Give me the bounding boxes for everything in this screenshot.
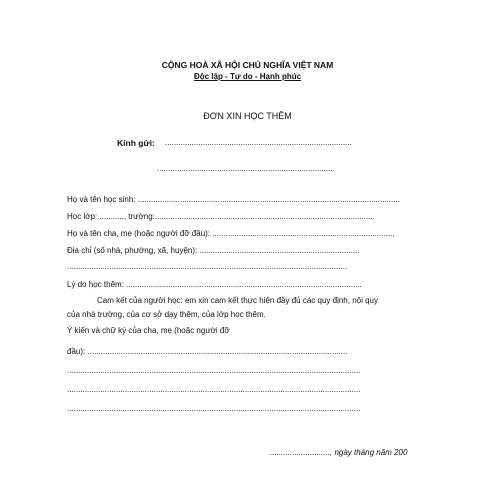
blank-line-1: ....................................................................................................................................: [67, 366, 361, 375]
kinh-gui-line-2: ...............................................................................: [157, 164, 333, 173]
blank-line-2: ....................................................................................................................................: [67, 385, 361, 394]
document-title: ĐƠN XIN HỌC THÊM: [203, 111, 292, 121]
commitment-line-2: của nhà trường, của cơ sở dạy thêm, của lớp học thêm.: [67, 310, 266, 319]
motto: Độc lập - Tự do - Hạnh phúc: [193, 72, 302, 81]
kinh-gui-line-1: ....................................................................................: [165, 138, 352, 147]
parent-opinion-line-1: Ý kiến và chữ ký của cha, mẹ (hoặc người đỡ: [67, 326, 230, 335]
address-line: Địa chỉ (số nhà, phường, xã, huyện): ........................................................................: [67, 246, 360, 255]
commitment-line-1: Cam kết của người học: em xin cam kết thực hiện đầy đủ các quy định, nội quy: [97, 296, 378, 305]
kinh-gui-label: Kính gửi:: [117, 138, 155, 148]
parent-name-line: Họ và tên cha, mẹ (hoặc người đỡ đầu): ..................................................................................: [67, 229, 395, 238]
national-title: CỘNG HOÀ XÃ HỘI CHỦ NGHĨA VIỆT NAM: [161, 60, 334, 70]
blank-line-3: ....................................................................................................................................: [67, 404, 361, 413]
address-continuation: ..............................................................................................................................: [67, 262, 348, 271]
class-school-line: Học lớp: ..........., trường:..................................................................................................: [67, 212, 373, 221]
parent-opinion-line-2: đầu): .....................................................................................................................: [67, 347, 348, 356]
reason-line: Lý do học thêm: ..........................................................................................................: [67, 280, 362, 289]
student-name-line: Họ và tên học sinh: ......................................................................................................................: [67, 195, 400, 204]
date-line: ..........................., ngày tháng năm 200: [270, 448, 408, 457]
